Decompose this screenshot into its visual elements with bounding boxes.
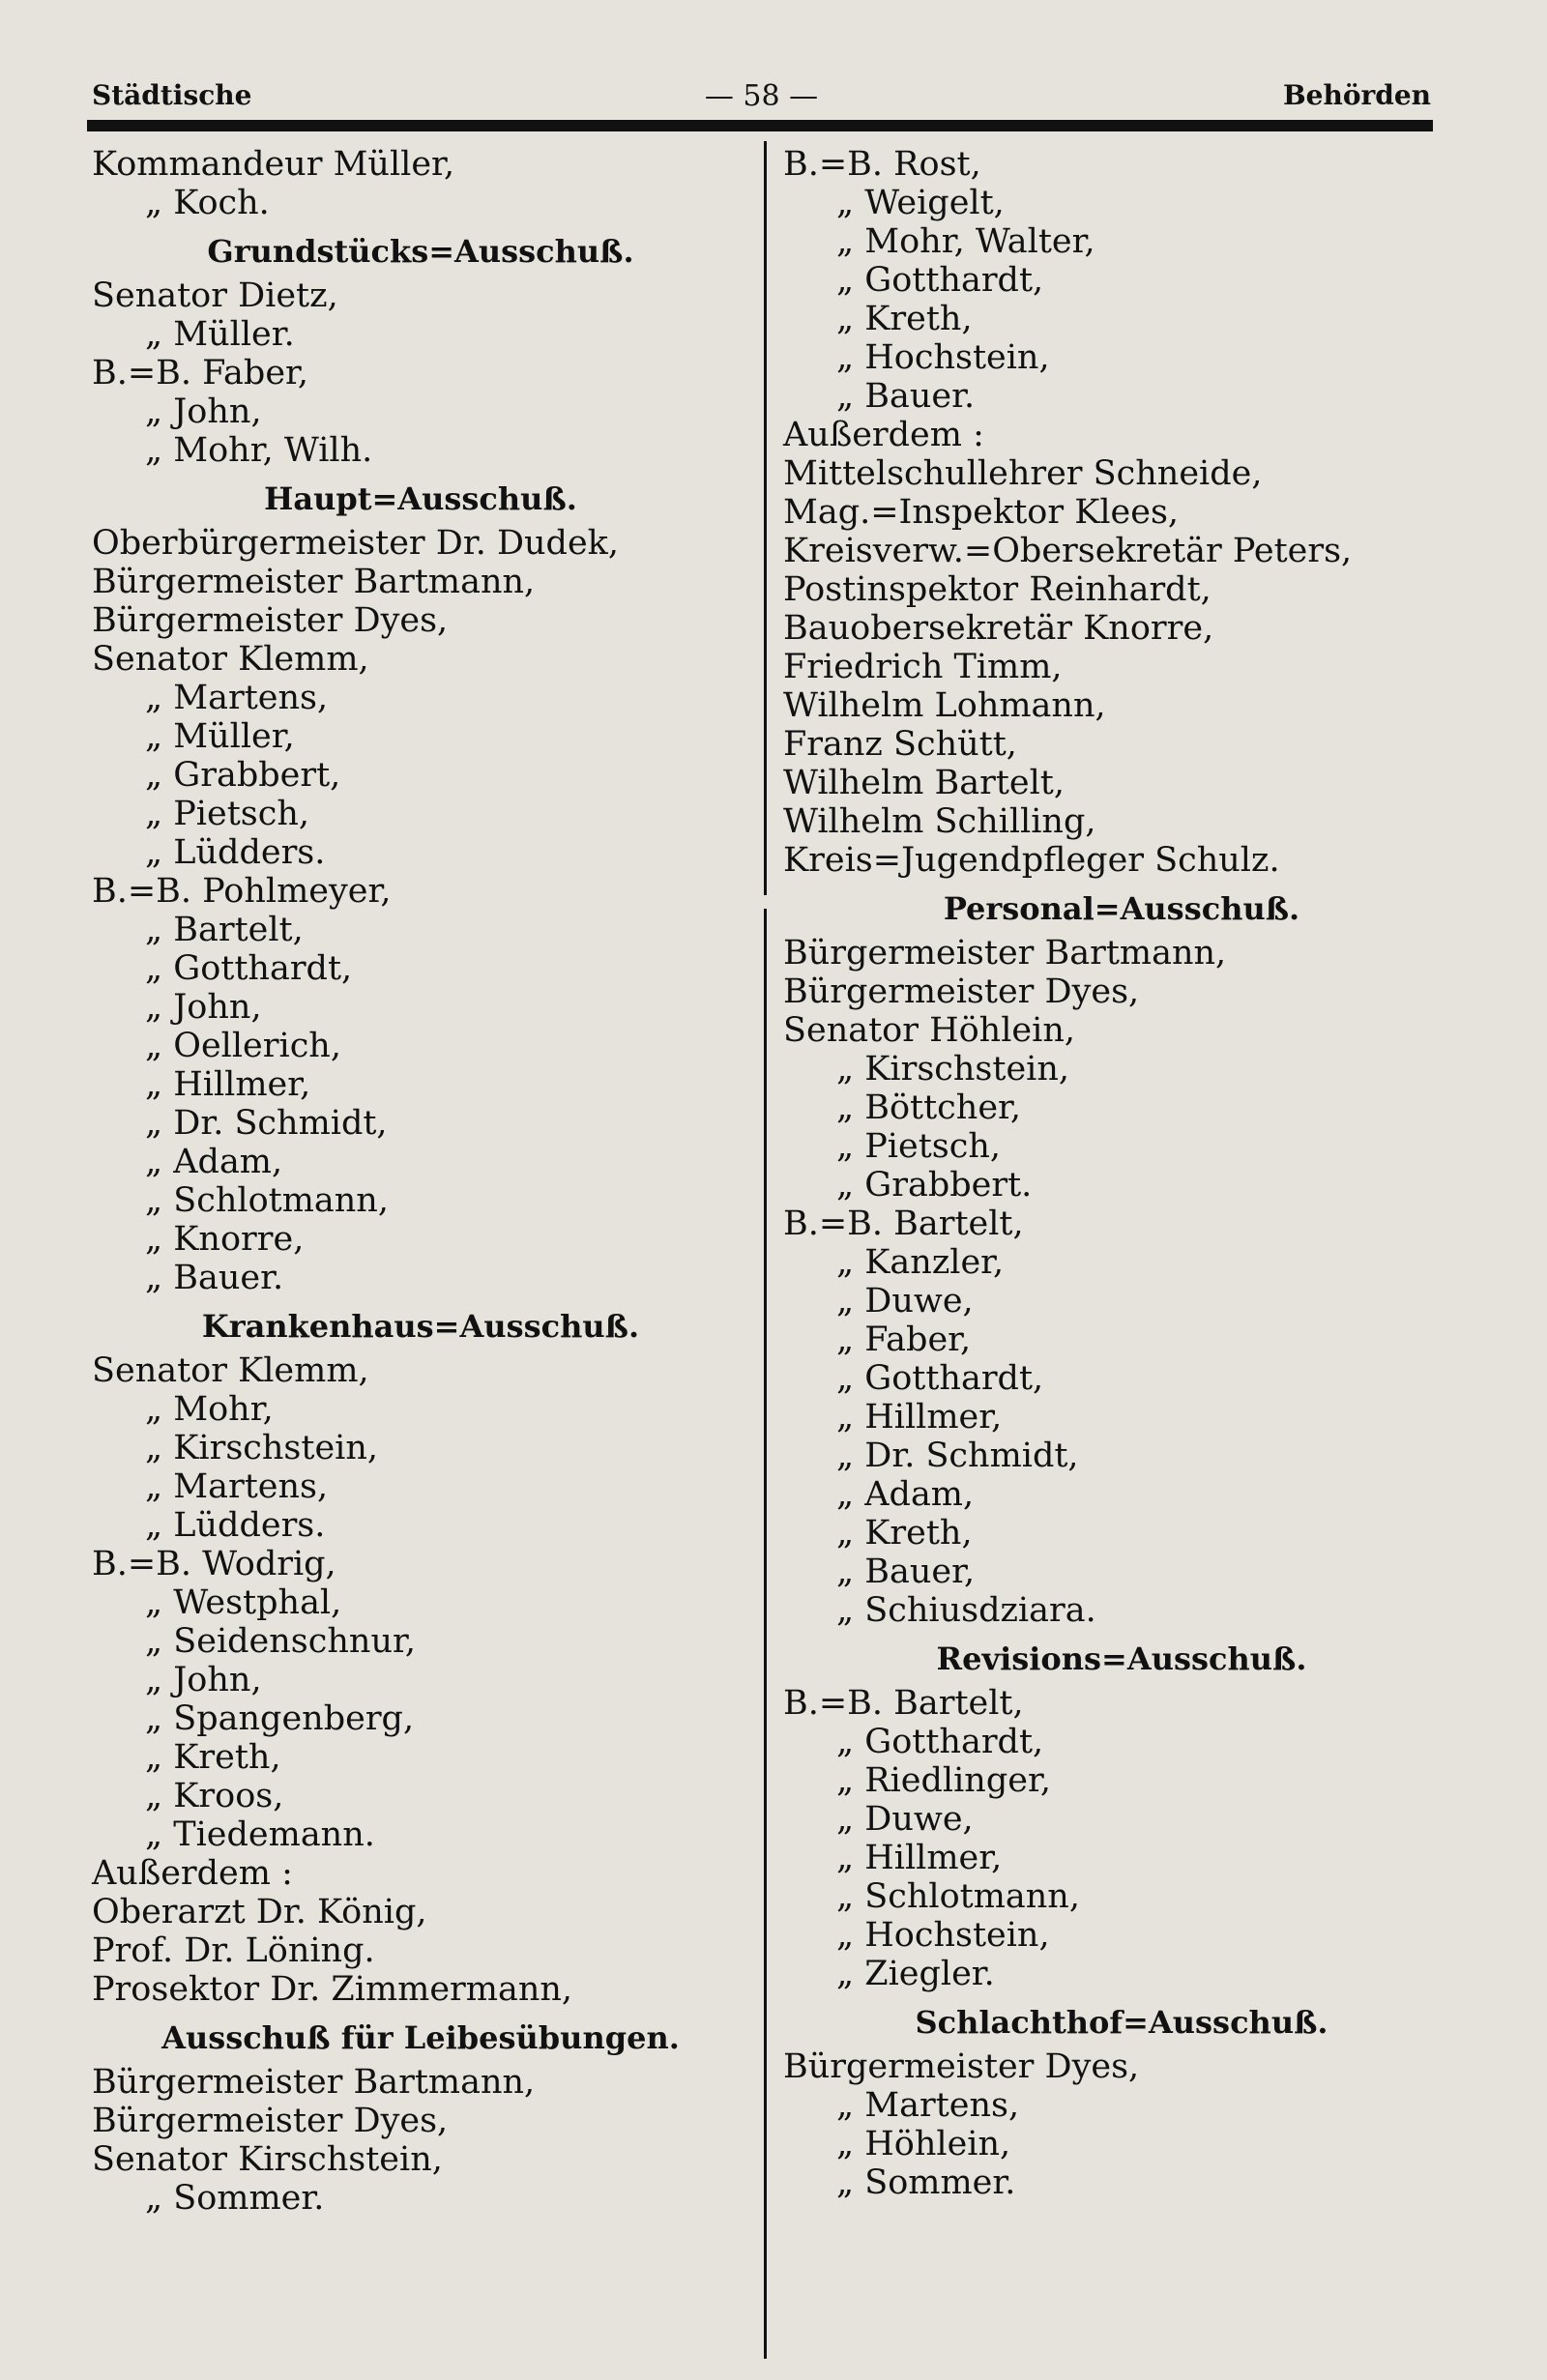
member-line: „ Adam,: [145, 1143, 283, 1181]
member-line: „ Mohr, Wilh.: [145, 431, 373, 470]
header-left: Städtische: [92, 79, 252, 111]
member-list: [92, 1351, 749, 2009]
member-line: „ Seidenschnur,: [145, 1622, 416, 1661]
section-heading: Haupt=Ausschuß.: [264, 480, 577, 517]
member-line: B.=B. Pohlmeyer,: [92, 872, 392, 911]
member-list: [783, 934, 1460, 1630]
member-line: „ Riedlinger,: [836, 1761, 1051, 1800]
member-line: „ Spangenberg,: [145, 1699, 415, 1738]
member-line: Senator Kirschstein,: [92, 2140, 443, 2179]
member-line: „ Martens,: [145, 679, 329, 717]
member-line: Bürgermeister Dyes,: [783, 972, 1140, 1011]
member-line: Bürgermeister Dyes,: [92, 601, 449, 640]
member-list: [783, 1684, 1460, 1993]
member-line: „ Schlotmann,: [145, 1181, 389, 1220]
member-line: „ Adam,: [836, 1475, 975, 1514]
member-line: „ John,: [145, 988, 262, 1027]
member-list: [783, 2047, 1460, 2202]
member-list: [92, 2063, 749, 2218]
member-line: Bürgermeister Dyes,: [783, 2047, 1140, 2086]
member-list: [92, 276, 749, 470]
page-number: — 58 —: [704, 79, 819, 113]
member-line: „ Böttcher,: [836, 1088, 1022, 1127]
section-heading: Grundstücks=Ausschuß.: [207, 233, 634, 270]
member-line: „ Ziegler.: [836, 1955, 995, 1993]
member-line: „ Pietsch,: [836, 1127, 1002, 1166]
member-line: Postinspektor Reinhardt,: [783, 570, 1211, 609]
member-line: „ Knorre,: [145, 1220, 305, 1259]
member-line: B.=B. Bartelt,: [783, 1205, 1024, 1243]
column-divider: [764, 141, 767, 895]
member-line: Senator Höhlein,: [783, 1011, 1075, 1050]
section-heading: Schlachthof=Ausschuß.: [915, 2004, 1328, 2041]
member-line: Oberarzt Dr. König,: [92, 1893, 427, 1931]
member-line: Oberbürgermeister Dr. Dudek,: [92, 524, 620, 563]
member-line: „ Schiusdziara.: [836, 1591, 1096, 1630]
member-line: „ John,: [145, 392, 262, 431]
member-line: „ Kroos,: [145, 1777, 284, 1815]
member-line: „ Pietsch,: [145, 795, 310, 833]
member-line: „ Koch.: [145, 184, 270, 222]
member-line: „ John,: [145, 1661, 262, 1699]
member-line: „ Hochstein,: [836, 338, 1050, 377]
page-header: [92, 79, 1431, 118]
member-line: „ Duwe,: [836, 1282, 974, 1321]
member-line: Wilhelm Schilling,: [783, 802, 1096, 841]
member-line: „ Martens,: [836, 2086, 1020, 2125]
member-line: B.=B. Wodrig,: [92, 1545, 336, 1583]
member-list: [92, 524, 749, 1297]
member-line: „ Hillmer,: [145, 1065, 311, 1104]
member-line: „ Hillmer,: [836, 1839, 1003, 1877]
member-line: „ Höhlein,: [836, 2125, 1011, 2163]
member-line: „ Weigelt,: [836, 184, 1005, 222]
member-line: „ Grabbert,: [145, 756, 341, 795]
intro-list: [783, 145, 1460, 880]
member-line: Wilhelm Lohmann,: [783, 686, 1106, 725]
member-line: B.=B. Faber,: [92, 354, 309, 392]
intro-list: [92, 145, 749, 222]
right-column: [783, 145, 1460, 2202]
member-line: „ Mohr,: [145, 1390, 274, 1429]
member-line: Senator Klemm,: [92, 1351, 369, 1390]
member-line: Bürgermeister Dyes,: [92, 2102, 449, 2140]
member-line: „ Müller.: [145, 315, 295, 354]
member-line: Mag.=Inspektor Klees,: [783, 493, 1180, 532]
member-line: Bürgermeister Bartmann,: [92, 563, 536, 601]
member-line: Kommandeur Müller,: [92, 145, 455, 184]
member-line: „ Kirschstein,: [145, 1429, 379, 1467]
member-line: Außerdem :: [92, 1854, 293, 1893]
member-line: „ Bauer,: [836, 1553, 976, 1591]
member-line: „ Lüdders.: [145, 1506, 326, 1545]
section-heading: Revisions=Ausschuß.: [936, 1640, 1307, 1677]
header-right: Behörden: [1282, 79, 1431, 111]
member-line: „ Duwe,: [836, 1800, 974, 1839]
member-line: Senator Klemm,: [92, 640, 369, 679]
member-line: „ Sommer.: [145, 2179, 325, 2218]
member-line: „ Kreth,: [836, 1514, 973, 1553]
left-column: [92, 145, 749, 2218]
member-line: „ Gotthardt,: [836, 1359, 1044, 1398]
member-line: „ Faber,: [836, 1321, 972, 1359]
member-line: Franz Schütt,: [783, 725, 1017, 764]
member-line: „ Schlotmann,: [836, 1877, 1080, 1916]
member-line: „ Oellerich,: [145, 1027, 341, 1065]
member-line: „ Gotthardt,: [145, 949, 353, 988]
member-line: Prosektor Dr. Zimmermann,: [92, 1970, 573, 2009]
member-line: „ Grabbert.: [836, 1166, 1033, 1205]
member-line: B.=B. Bartelt,: [783, 1684, 1024, 1723]
member-line: B.=B. Rost,: [783, 145, 981, 184]
section-heading: Ausschuß für Leibesübungen.: [161, 2019, 680, 2056]
member-line: Mittelschullehrer Schneide,: [783, 454, 1263, 493]
member-line: Friedrich Timm,: [783, 648, 1063, 686]
member-line: „ Kanzler,: [836, 1243, 1005, 1282]
member-line: „ Tiedemann.: [145, 1815, 375, 1854]
member-line: „ Dr. Schmidt,: [836, 1437, 1079, 1475]
member-line: Kreis=Jugendpfleger Schulz.: [783, 841, 1280, 880]
member-line: „ Bauer.: [145, 1259, 284, 1297]
member-line: „ Kreth,: [836, 300, 973, 338]
member-line: „ Mohr, Walter,: [836, 222, 1095, 261]
column-divider: [764, 909, 767, 2359]
member-line: Bürgermeister Bartmann,: [92, 2063, 536, 2102]
member-line: „ Gotthardt,: [836, 1723, 1044, 1761]
member-line: „ Kirschstein,: [836, 1050, 1070, 1088]
member-line: „ Sommer.: [836, 2163, 1016, 2202]
member-line: „ Hillmer,: [836, 1398, 1003, 1437]
member-line: Bürgermeister Bartmann,: [783, 934, 1227, 972]
member-line: Kreisverw.=Obersekretär Peters,: [783, 532, 1353, 570]
member-line: Wilhelm Bartelt,: [783, 764, 1065, 802]
member-line: „ Martens,: [145, 1467, 329, 1506]
section-heading: Personal=Ausschuß.: [943, 890, 1300, 927]
member-line: „ Gotthardt,: [836, 261, 1044, 300]
member-line: Senator Dietz,: [92, 276, 338, 315]
member-line: „ Bauer.: [836, 377, 976, 416]
member-line: „ Dr. Schmidt,: [145, 1104, 388, 1143]
member-line: „ Kreth,: [145, 1738, 281, 1777]
member-line: Prof. Dr. Löning.: [92, 1931, 375, 1970]
member-line: „ Hochstein,: [836, 1916, 1050, 1955]
member-line: Bauobersekretär Knorre,: [783, 609, 1214, 648]
member-line: Außerdem :: [783, 416, 984, 454]
member-line: „ Westphal,: [145, 1583, 342, 1622]
member-line: „ Bartelt,: [145, 911, 304, 949]
header-rule: [87, 120, 1433, 128]
member-line: „ Lüdders.: [145, 833, 326, 872]
section-heading: Krankenhaus=Ausschuß.: [201, 1308, 640, 1345]
member-line: „ Müller,: [145, 717, 295, 756]
